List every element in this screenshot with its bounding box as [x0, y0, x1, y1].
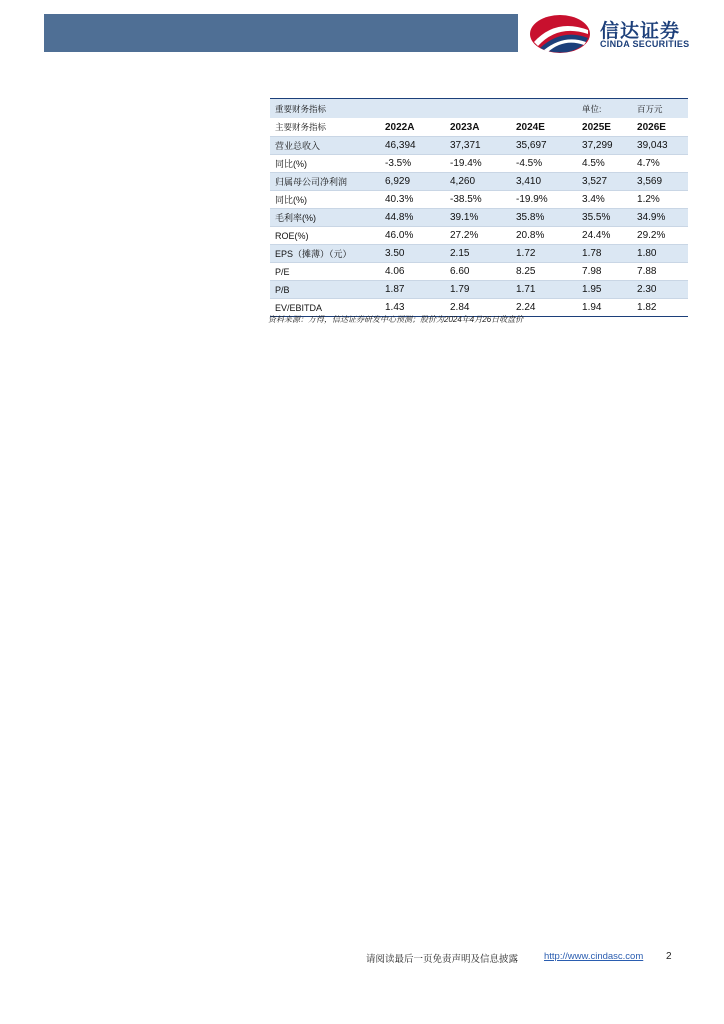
financial-indicators-table	[270, 98, 688, 317]
cell: 4.5%	[577, 155, 632, 173]
page-number: 2	[666, 951, 672, 962]
row-label: 同比(%)	[270, 155, 380, 173]
table-row	[270, 155, 688, 173]
row-label: 毛利率(%)	[270, 209, 380, 227]
row-label: EPS（摊薄）（元）	[270, 245, 380, 263]
cell: 1.78	[577, 245, 632, 263]
cell: 4.06	[380, 263, 445, 281]
table-row	[270, 227, 688, 245]
cell: 6.60	[445, 263, 511, 281]
cell: 8.25	[511, 263, 577, 281]
cell: 39.1%	[445, 209, 511, 227]
cell: 46,394	[380, 137, 445, 155]
cell: 20.8%	[511, 227, 577, 245]
table-row	[270, 173, 688, 191]
cell: 29.2%	[632, 227, 688, 245]
cell: 3.4%	[577, 191, 632, 209]
table-title: 重要财务指标	[270, 99, 577, 119]
cell: 1.87	[380, 281, 445, 299]
table-header-row	[270, 118, 688, 137]
cell: 4.7%	[632, 155, 688, 173]
cell: 1.95	[577, 281, 632, 299]
cell: 35.5%	[577, 209, 632, 227]
header-label: 主要财务指标	[275, 122, 327, 132]
cell: 39,043	[632, 137, 688, 155]
cell: 1.80	[632, 245, 688, 263]
cell: 2.24	[511, 299, 577, 317]
cell: 1.82	[632, 299, 688, 317]
cell: 7.88	[632, 263, 688, 281]
cell: 40.3%	[380, 191, 445, 209]
table-title-row	[270, 99, 688, 119]
website-link[interactable]: http://www.cindasc.com	[544, 951, 644, 962]
cell: 24.4%	[577, 227, 632, 245]
table-row	[270, 137, 688, 155]
cell: 37,299	[577, 137, 632, 155]
cell: 2.84	[445, 299, 511, 317]
cell: 46.0%	[380, 227, 445, 245]
row-label: P/B	[270, 281, 380, 299]
row-label: 归属母公司净利润	[270, 173, 380, 191]
footer-disclaimer: 请阅读最后一页免责声明及信息披露	[366, 954, 519, 965]
cell: -4.5%	[511, 155, 577, 173]
cell: 2.15	[445, 245, 511, 263]
row-label: P/E	[270, 263, 380, 281]
cell: 4,260	[445, 173, 511, 191]
brand-name-en: CINDA SECURITIES	[600, 39, 690, 49]
cell: -19.4%	[445, 155, 511, 173]
cell: 1.72	[511, 245, 577, 263]
unit-value: 百万元	[632, 99, 688, 119]
header-bar	[44, 14, 518, 52]
cinda-logo-icon	[528, 12, 592, 56]
cell: 3,410	[511, 173, 577, 191]
cell: 34.9%	[632, 209, 688, 227]
cell: -38.5%	[445, 191, 511, 209]
cell: 37,371	[445, 137, 511, 155]
cell: 2.30	[632, 281, 688, 299]
cell: 27.2%	[445, 227, 511, 245]
source-note: 资料来源：万得，信达证券研发中心预测；股价为2024年4月26日收盘价	[268, 315, 524, 324]
year-header: 2025E	[582, 121, 611, 133]
cell: 1.94	[577, 299, 632, 317]
cell: 35.8%	[511, 209, 577, 227]
cell: -3.5%	[380, 155, 445, 173]
cell: 3,527	[577, 173, 632, 191]
cell: 1.2%	[632, 191, 688, 209]
cell: 44.8%	[380, 209, 445, 227]
year-header: 2022A	[385, 121, 415, 133]
cell: 6,929	[380, 173, 445, 191]
cell: 3.50	[380, 245, 445, 263]
cell: -19.9%	[511, 191, 577, 209]
row-label: 同比(%)	[270, 191, 380, 209]
table-row	[270, 281, 688, 299]
row-label: ROE(%)	[270, 227, 380, 245]
cell: 1.79	[445, 281, 511, 299]
cell: 1.71	[511, 281, 577, 299]
year-header: 2024E	[516, 121, 545, 133]
unit-label: 单位:	[577, 99, 632, 119]
year-header: 2023A	[450, 121, 480, 133]
cell: 3,569	[632, 173, 688, 191]
cell: 35,697	[511, 137, 577, 155]
table-row	[270, 263, 688, 281]
table-row	[270, 209, 688, 227]
cell: 7.98	[577, 263, 632, 281]
row-label: EV/EBITDA	[270, 299, 380, 317]
table-row	[270, 191, 688, 209]
row-label: 营业总收入	[270, 137, 380, 155]
cell: 1.43	[380, 299, 445, 317]
table-row	[270, 245, 688, 263]
year-header: 2026E	[637, 121, 666, 133]
brand-name-cn: 信达证券	[600, 20, 681, 42]
